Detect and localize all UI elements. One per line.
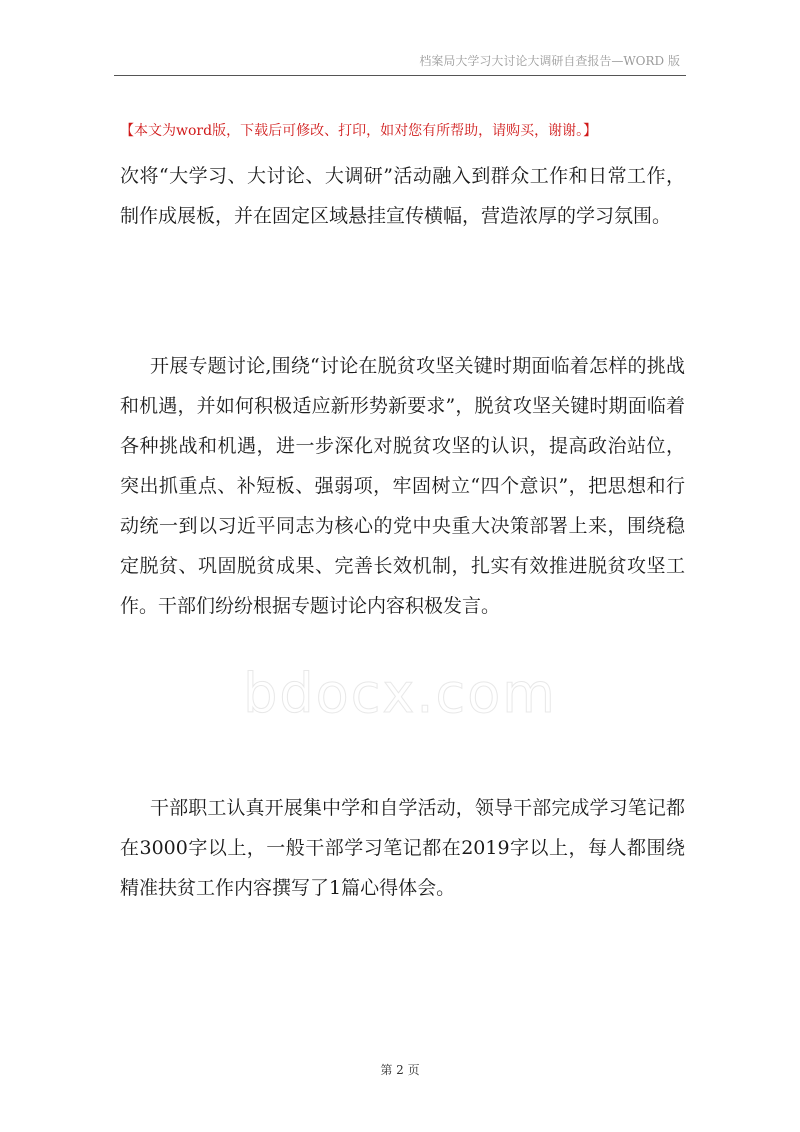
paragraph-2: 开展专题讨论,围绕“讨论在脱贫攻坚关键时期面临着怎样的挑战和机遇，并如何积极适应新形势新要求”，脱贫攻坚关键时期面临着各种挑战和机遇，进一步深化对脱贫攻坚的认识，提高政治站位，突出抓重点、补短板、强弱项，牢固树立“四个意识”，把思想和行动统一到以习近平同志为核心的党中央重大决策部署上来，围绕稳定脱贫、巩固脱贫成果、完善长效机制，扎实有效推进脱贫攻坚工作。干部们纷纷根据专题讨论内容积极发言。	[120, 355, 685, 617]
paragraph-3: 干部职工认真开展集中学和自学活动，领导干部完成学习笔记都在3000字以上，一般干部学习笔记都在2019字以上，每人都围绕精准扶贫工作内容撰写了1篇心得体会。	[120, 797, 685, 899]
document-header-title: 档案局大学习大讨论大调研自查报告—WORD 版	[419, 54, 680, 68]
paragraph-1: 次将“大学习、大讨论、大调研”活动融入到群众工作和日常工作，制作成展板，并在固定区域悬挂宣传横幅，营造浓厚的学习氛围。	[120, 165, 685, 227]
header-divider	[114, 75, 686, 76]
page-number: 第 2 页	[380, 1063, 420, 1077]
download-notice: 【本文为word版，下载后可修改、打印，如对您有所帮助，请购买，谢谢。】	[120, 123, 598, 139]
watermark: bdocx.com	[243, 662, 557, 725]
